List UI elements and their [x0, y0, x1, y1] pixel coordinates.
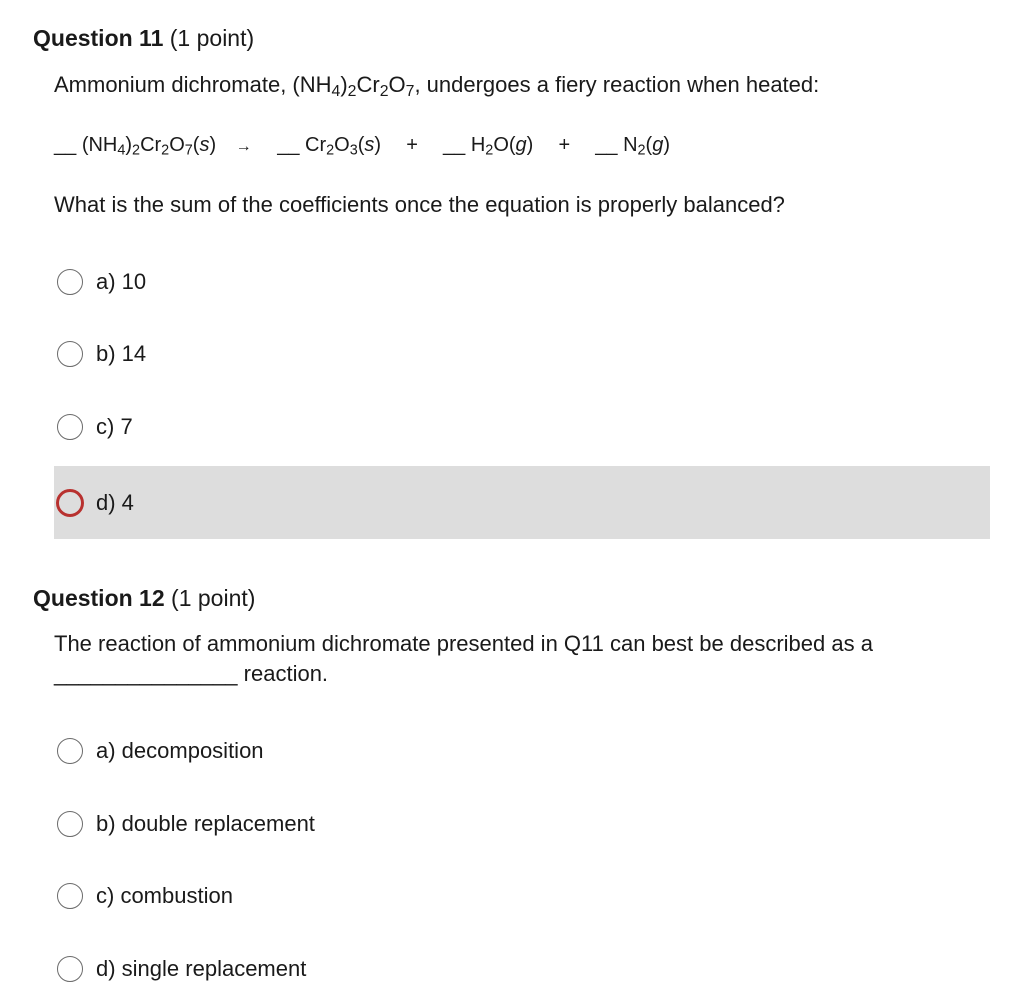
question-12-prompt-line-1 [54, 629, 873, 659]
q11-option-d[interactable] [54, 466, 990, 539]
product-1-formula: $Cr_2O_3(s)$ [305, 134, 382, 159]
q11-option-b[interactable] [54, 330, 990, 378]
q11-option-c-label: c) 7 [96, 414, 133, 439]
q11-option-a[interactable] [54, 258, 990, 306]
question-12-title: Question 12 [33, 585, 165, 611]
q11-option-c[interactable] [54, 403, 990, 451]
question-11-title: Question 11 [33, 25, 164, 51]
plus-sign-1: + [406, 134, 418, 156]
q12-option-d-label: d) single replacement [96, 956, 307, 981]
reaction-equation [54, 131, 670, 161]
radio-button-icon[interactable] [57, 738, 83, 764]
question-11-question-text: What is the sum of the coefficients once the equation is properly balanced? [54, 192, 785, 217]
coefficient-blank-4: __ [595, 134, 618, 156]
question-12-header [33, 584, 255, 612]
q12-option-c[interactable] [54, 872, 990, 920]
radio-button-icon[interactable] [57, 883, 83, 909]
q12-option-c-label: c) combustion [96, 883, 233, 908]
product-2-formula: $H_2O(g)$ [470, 134, 534, 159]
radio-button-icon[interactable] [57, 956, 83, 982]
question-12-points: (1 point) [171, 585, 256, 611]
coefficient-blank-1: __ [54, 134, 77, 156]
question-12-prompt-line-2 [54, 659, 328, 689]
reaction-arrow-icon: → [235, 138, 252, 155]
q11-option-d-label: d) 4 [96, 489, 134, 515]
question-12-prompt-end: reaction. [243, 661, 329, 686]
plus-sign-2: + [558, 134, 571, 156]
q12-option-a[interactable] [54, 727, 990, 775]
answer-blank: _______________ [54, 661, 238, 686]
radio-button-icon[interactable] [57, 414, 83, 440]
q12-option-b[interactable] [54, 800, 990, 848]
question-11-header [33, 24, 254, 52]
q12-option-b-label: b) double replacement [96, 811, 315, 836]
question-12-prompt-text: The reaction of ammonium dichromate presented in Q11 can best be described as a [54, 631, 873, 656]
question-11-question [54, 190, 785, 220]
radio-button-icon[interactable] [57, 341, 83, 367]
product-3-formula: $N_2(g)$ [623, 134, 671, 159]
reactant-formula: $(NH_4)_2Cr_2O_7(s)$ [81, 134, 217, 159]
radio-button-selected-icon[interactable] [56, 489, 84, 517]
radio-button-icon[interactable] [57, 811, 83, 837]
q12-option-d[interactable] [54, 945, 990, 993]
question-11-prompt [54, 70, 819, 100]
radio-button-icon[interactable] [57, 269, 83, 295]
question-11-points: (1 point) [169, 25, 255, 51]
q11-option-b-label: b) 14 [96, 341, 147, 366]
q11-option-a-label: a) 10 [96, 269, 147, 294]
coefficient-blank-3: __ [443, 134, 466, 156]
coefficient-blank-2: __ [277, 134, 300, 156]
question-11-prompt-text: Ammonium dichromate, $(NH_4)_2Cr_2O_7$, undergoes a fiery reaction when heated: [54, 72, 820, 100]
q12-option-a-label: a) decomposition [96, 738, 264, 763]
